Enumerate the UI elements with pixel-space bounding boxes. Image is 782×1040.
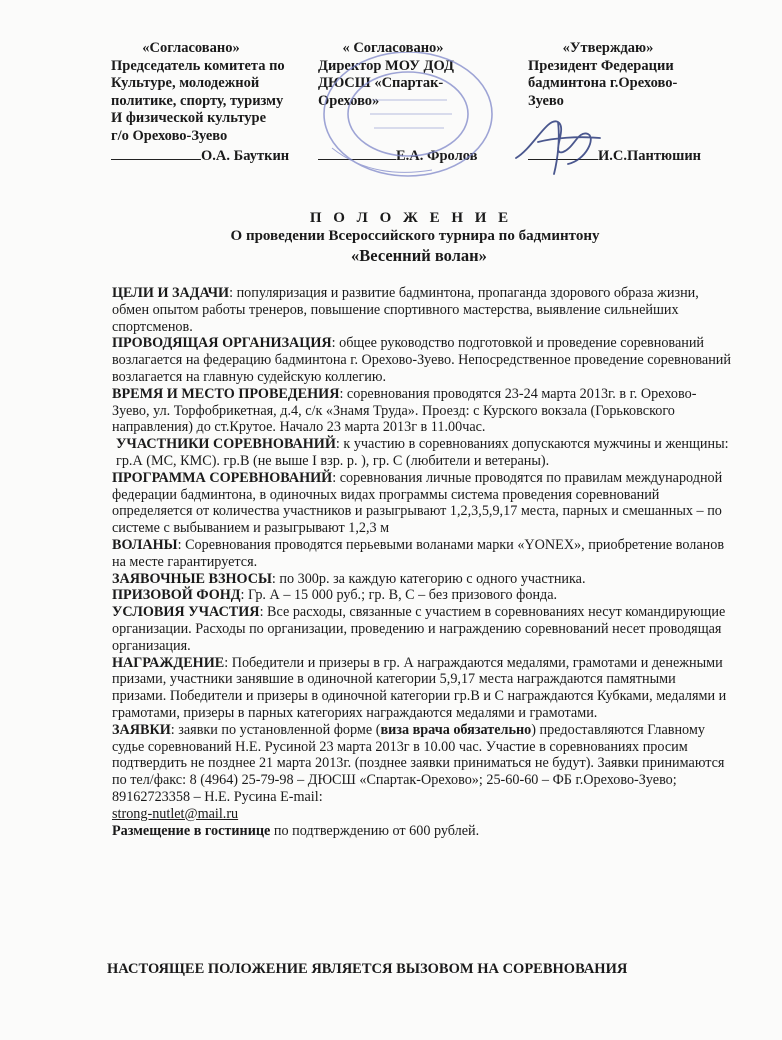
signature-blank (111, 145, 201, 160)
footer-call-to-competition: НАСТОЯЩЕЕ ПОЛОЖЕНИЕ ЯВЛЯЕТСЯ ВЫЗОВОМ НА СОРЕВНОВАНИЯ (107, 961, 628, 977)
document-title (0, 209, 782, 267)
section-conditions: УСЛОВИЯ УЧАСТИЯ: Все расходы, связанные с участием в соревнованиях несут командирующие организации. Расходы по организации, проведению и награждению соревнований несет проводящая организация. (112, 604, 726, 654)
email-link[interactable]: strong-nutlet@mail.ru (112, 805, 239, 822)
signer-name: И.С.Пантюшин (598, 148, 702, 164)
approval-line: Орехово» (318, 92, 380, 109)
tournament-name: «Весенний волан» (351, 246, 487, 265)
section-awards: НАГРАЖДЕНИЕ: Победители и призеры в гр. А награждаются медалями, грамотами и денежными призами, участники занявшие в одиночной категории 5,9,17 места награждаются памятными призами. Победители и призеры в одиночной категории гр.В и С награждаются Кубками, медалями и грамотами, призеры в парных категориях награждаются медалями и грамотами. (112, 654, 727, 721)
signature-icon (508, 108, 608, 178)
approval-heading: « Согласовано» (342, 40, 444, 56)
section-fees: ЗАЯВОЧНЫЕ ВЗНОСЫ: по 300р. за каждую категорию с одного участника. (112, 570, 586, 587)
regulation-body (112, 285, 732, 839)
approval-line: Президент Федерации (528, 57, 674, 74)
section-program: ПРОГРАММА СОРЕВНОВАНИЙ: соревнования личные проводятся по правилам международной федерации бадминтона, в одиночных видах программы система проведения соревнований определяется от количества участников и разыгрывают 1,2,3,5,9,17 места, парных и смешанных – по системе с выбыванием и разыгрывают 1,2,3 м (112, 469, 723, 537)
approval-line: ДЮСШ «Спартак- (318, 75, 444, 91)
section-shuttlecocks: ВОЛАНЫ: Соревнования проводятся перьевыми воланами марки «YONEX», приобретение воланов на месте гарантируется. (112, 536, 725, 570)
section-applications: ЗАЯВКИ: заявки по установленной форме (виза врача обязательно) предоставляются Главному судье соревнований Н.Е. Русиной 23 марта 2013г в 10.00 час. Участие в соревнованиях просим подтвердить не позднее 21 марта 2013г. (позднее заявки приниматься не будут). Заявки принимаются по тел/факс: 8 (4964) 25-79-98 – ДЮСШ «Спартак-Орехово»; 25-60-60 – ФБ г.Орехово-Зуево; 89162723358 – Н.Е. Русина E-mail: strong-nutlet@mail.ru (112, 721, 725, 822)
section-participants: УЧАСТНИКИ СОРЕВНОВАНИЙ: к участию в соревнованиях допускаются мужчины и женщины: гр.А (МС, КМС). гр.В (не выше I взр. р. ), гр. С (любители и ветераны). (116, 436, 729, 469)
approval-line: Директор МОУ ДОД (318, 57, 454, 74)
round-stamp-icon (312, 52, 494, 182)
section-time-place: ВРЕМЯ И МЕСТО ПРОВЕДЕНИЯ: соревнования проводятся 23-24 марта 2013г. в г. Орехово-Зуево, ул. Торфобрикетная, д.4, с/к «Знамя Труда». Проезд: с Курского вокзала (Горьковского направления) до ст.Крутое. Начало 23 марта 2013г в 11.00час. (112, 385, 697, 436)
approval-line: Зуево (528, 92, 564, 109)
approval-heading: «Согласовано» (142, 40, 240, 56)
approval-line: политике, спорту, туризму (111, 92, 284, 109)
approval-block-committee (111, 40, 311, 166)
title-main: П О Л О Ж Е Н И Е (309, 210, 513, 226)
signer-name: Е.А. Фролов (396, 148, 478, 164)
title-subtitle: О проведении Всероссийского турнира по бадминтону (230, 228, 600, 244)
section-hotel: Размещение в гостинице по подтверждению от 600 рублей. (112, 822, 480, 839)
signature-line (111, 145, 311, 166)
approval-heading: «Утверждаю» (562, 40, 654, 56)
signer-name: О.А. Бауткин (201, 148, 290, 164)
approval-line: Председатель комитета по (111, 57, 285, 74)
approval-line: И физической культуре (111, 110, 267, 126)
section-goals: ЦЕЛИ И ЗАДАЧИ: популяризация и развитие бадминтона, пропаганда здорового образа жизни, обмен опытом работы тренеров, повышение спортивного мастерства, выявление сильнейших спортсменов. (112, 285, 699, 335)
approval-line: бадминтона г.Орехово- (528, 75, 678, 91)
section-organizer: ПРОВОДЯЩАЯ ОРГАНИЗАЦИЯ: общее руководство подготовкой и проведение соревнований возлагается на федерацию бадминтона г. Орехово-Зуево. Непосредственное проведение соревнований возлагается на главную судейскую коллегию. (112, 335, 731, 385)
approval-line: Культуре, молодежной (111, 75, 260, 91)
approval-line: г/о Орехово-Зуево (111, 127, 228, 144)
section-prize-fund: ПРИЗОВОЙ ФОНД: Гр. А – 15 000 руб.; гр. В, С – без призового фонда. (112, 587, 558, 604)
